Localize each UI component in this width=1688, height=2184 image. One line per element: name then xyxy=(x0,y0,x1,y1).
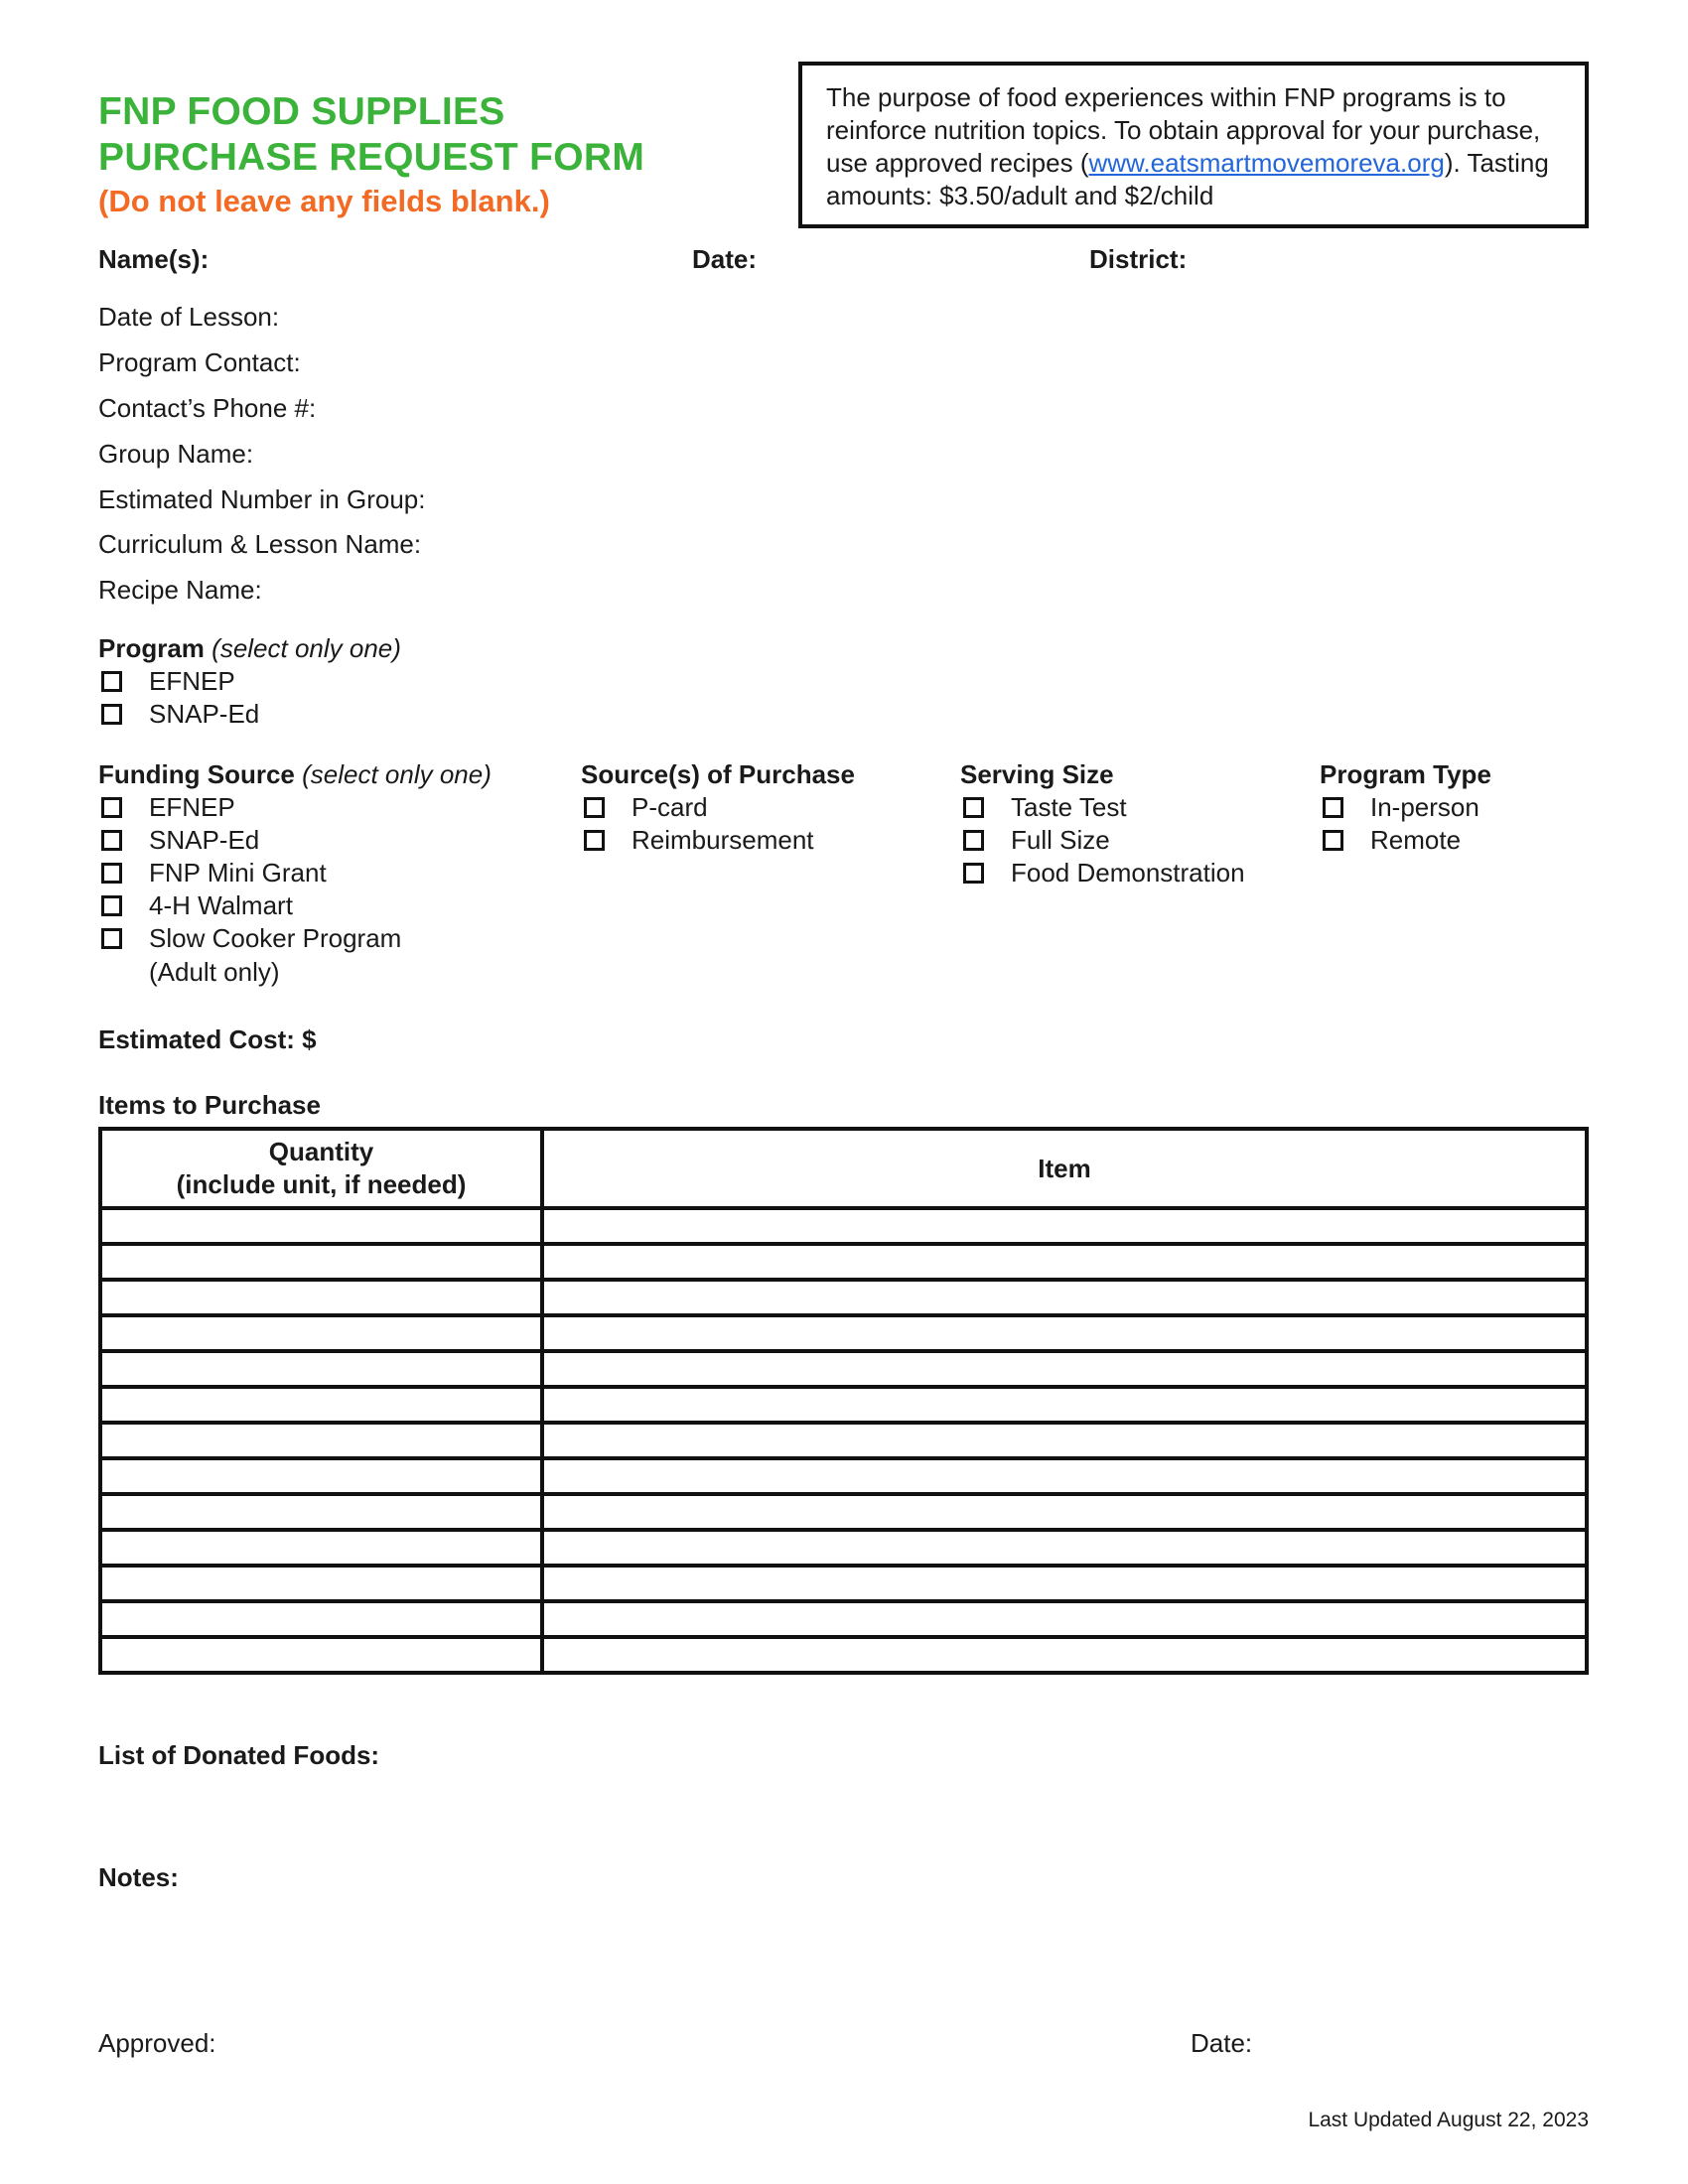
table-row xyxy=(100,1315,1587,1351)
item-cell[interactable] xyxy=(542,1423,1587,1458)
item-cell[interactable] xyxy=(542,1530,1587,1566)
table-row xyxy=(100,1280,1587,1315)
table-row xyxy=(100,1601,1587,1637)
checkbox-icon[interactable] xyxy=(101,928,122,949)
item-cell[interactable] xyxy=(542,1351,1587,1387)
form-title-line1: FNP FOOD SUPPLIES xyxy=(98,90,505,133)
items-to-purchase-label: Items to Purchase xyxy=(98,1090,321,1120)
sources-of-purchase-label: Source(s) of Purchase xyxy=(581,759,855,789)
checkbox-icon[interactable] xyxy=(1323,830,1343,851)
checkbox-icon[interactable] xyxy=(963,863,984,884)
date-of-lesson-label: Date of Lesson: xyxy=(98,302,280,332)
district-label: District: xyxy=(1089,244,1188,274)
item-cell[interactable] xyxy=(542,1208,1587,1244)
form-subtitle: (Do not leave any fields blank.) xyxy=(98,184,550,218)
option-label: 4-H Walmart xyxy=(149,890,293,920)
program-label: Program xyxy=(98,633,205,663)
funding-source-note: (select only one) xyxy=(302,759,492,789)
checkbox-icon[interactable] xyxy=(101,895,122,916)
option-label: In-person xyxy=(1370,792,1479,822)
option-label: Slow Cooker Program xyxy=(149,923,402,953)
items-table-body xyxy=(100,1208,1587,1673)
table-row xyxy=(100,1387,1587,1423)
contact-phone-label: Contact’s Phone #: xyxy=(98,393,317,423)
program-note: (select only one) xyxy=(211,633,401,663)
curriculum-lesson-label: Curriculum & Lesson Name: xyxy=(98,529,422,559)
checkbox-icon[interactable] xyxy=(963,830,984,851)
quantity-cell[interactable] xyxy=(100,1351,542,1387)
quantity-column-header xyxy=(100,1129,542,1208)
items-table-header-row xyxy=(100,1129,1587,1208)
checkbox-icon[interactable] xyxy=(101,797,122,818)
checkbox-icon[interactable] xyxy=(584,830,605,851)
purchase-option-pcard[interactable] xyxy=(584,791,708,824)
date-label: Date: xyxy=(692,244,758,274)
notes-label: Notes: xyxy=(98,1862,179,1892)
funding-option-mini-grant[interactable] xyxy=(101,857,327,889)
option-label: P-card xyxy=(632,792,708,822)
funding-option-slow-cooker[interactable] xyxy=(101,922,401,955)
item-cell[interactable] xyxy=(542,1458,1587,1494)
quantity-cell[interactable] xyxy=(100,1280,542,1315)
quantity-cell[interactable] xyxy=(100,1244,542,1280)
checkbox-icon[interactable] xyxy=(584,797,605,818)
item-cell[interactable] xyxy=(542,1601,1587,1637)
approved-label: Approved: xyxy=(98,2028,216,2058)
info-text-before-link: The purpose of food experiences within FNP programs is to reinforce nutrition topics. To obtain approval for your purchase, use approved recipes ( xyxy=(826,82,1541,178)
quantity-cell[interactable] xyxy=(100,1458,542,1494)
option-label: Reimbursement xyxy=(632,825,814,855)
table-row xyxy=(100,1637,1587,1673)
form-title xyxy=(98,89,644,181)
checkbox-icon[interactable] xyxy=(101,830,122,851)
slow-cooker-note: (Adult only) xyxy=(149,957,280,987)
quantity-cell[interactable] xyxy=(100,1315,542,1351)
recipe-name-label: Recipe Name: xyxy=(98,575,262,605)
quantity-cell[interactable] xyxy=(100,1637,542,1673)
option-label: SNAP-Ed xyxy=(149,699,260,729)
item-cell[interactable] xyxy=(542,1387,1587,1423)
option-label: Full Size xyxy=(1011,825,1110,855)
table-row xyxy=(100,1423,1587,1458)
donated-foods-label: List of Donated Foods: xyxy=(98,1740,380,1770)
names-label: Name(s): xyxy=(98,244,210,274)
table-row xyxy=(100,1244,1587,1280)
program-section-label xyxy=(98,633,401,664)
funding-source-section-label xyxy=(98,759,492,790)
funding-source-label: Funding Source xyxy=(98,759,295,789)
program-contact-label: Program Contact: xyxy=(98,347,301,377)
table-row xyxy=(100,1351,1587,1387)
program-type-option-in-person[interactable] xyxy=(1323,791,1479,824)
option-label: Remote xyxy=(1370,825,1462,855)
estimated-cost-label: Estimated Cost: $ xyxy=(98,1024,317,1054)
quantity-header-line1: Quantity xyxy=(268,1137,374,1166)
program-option-efnep[interactable] xyxy=(101,665,235,698)
recipes-link[interactable]: www.eatsmartmovemoreva.org xyxy=(1088,148,1445,178)
purpose-info-box xyxy=(798,62,1589,228)
quantity-cell[interactable] xyxy=(100,1566,542,1601)
serving-option-full-size[interactable] xyxy=(963,824,1110,857)
item-cell[interactable] xyxy=(542,1315,1587,1351)
purchase-option-reimbursement[interactable] xyxy=(584,824,814,857)
item-column-header: Item xyxy=(542,1129,1587,1208)
table-row xyxy=(100,1566,1587,1601)
funding-option-efnep[interactable] xyxy=(101,791,235,824)
checkbox-icon[interactable] xyxy=(101,671,122,692)
quantity-cell[interactable] xyxy=(100,1494,542,1530)
serving-option-food-demo[interactable] xyxy=(963,857,1245,889)
funding-option-4h-walmart[interactable] xyxy=(101,889,293,922)
checkbox-icon[interactable] xyxy=(1323,797,1343,818)
program-type-label: Program Type xyxy=(1320,759,1491,789)
serving-option-taste-test[interactable] xyxy=(963,791,1127,824)
quantity-cell[interactable] xyxy=(100,1530,542,1566)
option-label: EFNEP xyxy=(149,666,235,696)
group-name-label: Group Name: xyxy=(98,439,254,469)
last-updated-note: Last Updated August 22, 2023 xyxy=(1308,2109,1589,2131)
option-label: Taste Test xyxy=(1011,792,1127,822)
quantity-cell[interactable] xyxy=(100,1601,542,1637)
option-label: SNAP-Ed xyxy=(149,825,260,855)
checkbox-icon[interactable] xyxy=(101,704,122,725)
quantity-cell[interactable] xyxy=(100,1423,542,1458)
option-label: FNP Mini Grant xyxy=(149,858,327,887)
checkbox-icon[interactable] xyxy=(963,797,984,818)
checkbox-icon[interactable] xyxy=(101,863,122,884)
form-title-line2: PURCHASE REQUEST FORM xyxy=(98,136,645,179)
item-cell[interactable] xyxy=(542,1280,1587,1315)
item-cell[interactable] xyxy=(542,1637,1587,1673)
option-label: Food Demonstration xyxy=(1011,858,1245,887)
info-text-after-link: ). Tasting amounts: $3.50/adult and $2/child xyxy=(826,148,1549,210)
items-table xyxy=(98,1127,1589,1675)
program-type-option-remote[interactable] xyxy=(1323,824,1461,857)
item-cell[interactable] xyxy=(542,1244,1587,1280)
table-row xyxy=(100,1458,1587,1494)
quantity-header-line2: (include unit, if needed) xyxy=(176,1169,467,1199)
quantity-cell[interactable] xyxy=(100,1208,542,1244)
item-cell[interactable] xyxy=(542,1494,1587,1530)
serving-size-label: Serving Size xyxy=(960,759,1114,789)
table-row xyxy=(100,1494,1587,1530)
estimated-number-label: Estimated Number in Group: xyxy=(98,484,426,514)
item-cell[interactable] xyxy=(542,1566,1587,1601)
approved-date-label: Date: xyxy=(1191,2028,1253,2058)
program-option-snap-ed[interactable] xyxy=(101,698,259,731)
table-row xyxy=(100,1208,1587,1244)
option-label: EFNEP xyxy=(149,792,235,822)
funding-option-snap-ed[interactable] xyxy=(101,824,259,857)
table-row xyxy=(100,1530,1587,1566)
quantity-cell[interactable] xyxy=(100,1387,542,1423)
